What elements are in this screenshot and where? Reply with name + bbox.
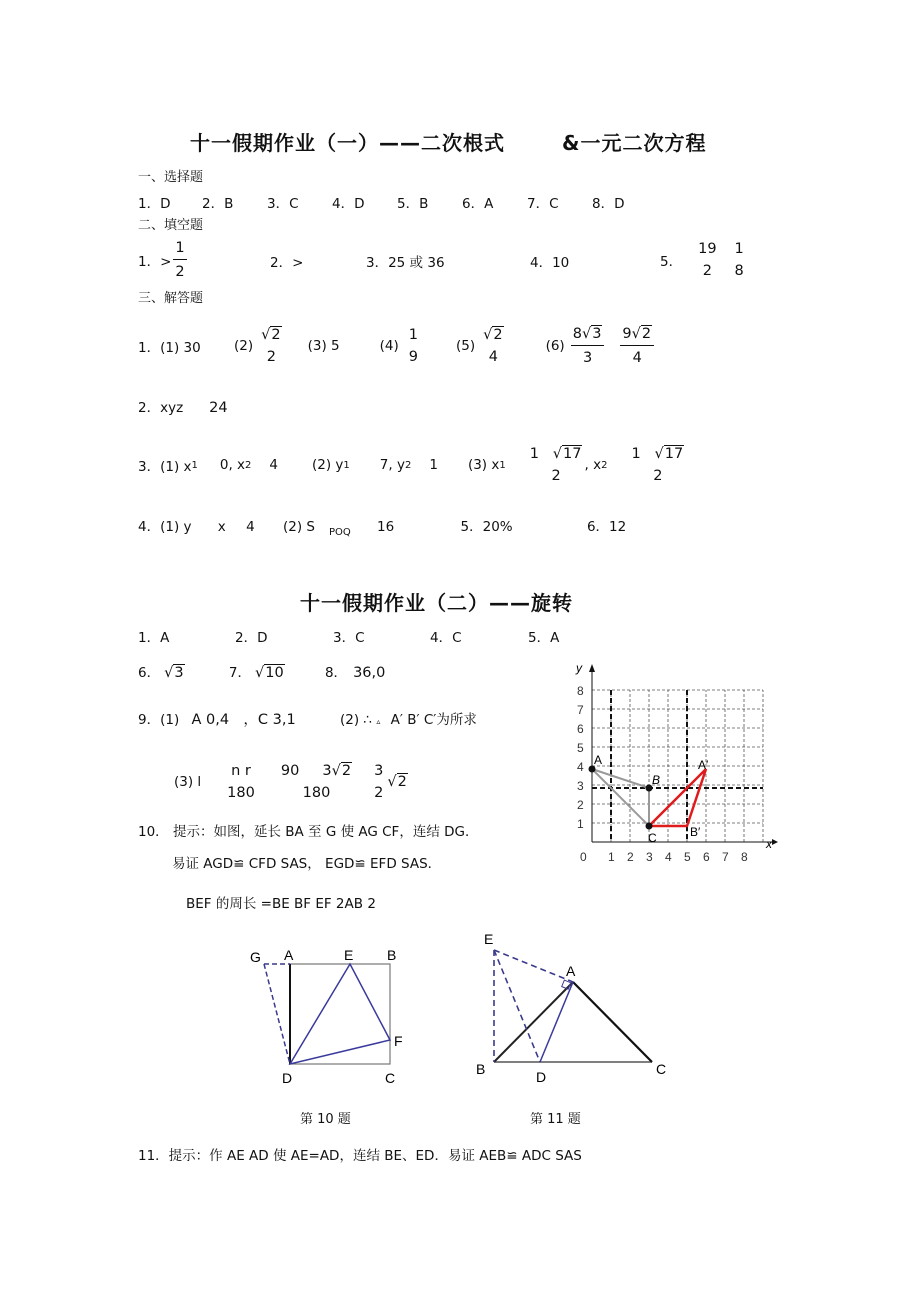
section2-title: 十一假期作业（二）——旋转 (300, 591, 573, 615)
label-a: A (594, 753, 603, 767)
label-b: B (476, 1061, 486, 1077)
x-tick-label: 0 (580, 850, 587, 864)
mc-answer: 3．C (333, 630, 365, 646)
s2-q6-8: 6． √3 7． √10 8． 36,0 (138, 665, 386, 681)
fraction: 1 √17 2 (529, 445, 582, 484)
s2-q10-line1: 10． 提示：如图，延长 BA 至 G 使 AG CF，连结 DG． (138, 824, 479, 840)
mc-answer: 1．A (138, 630, 170, 646)
figure-10 (244, 940, 414, 1090)
x-tick-label: 8 (741, 850, 748, 864)
fill-q3: 3．25 或 36 (366, 255, 445, 271)
solve-4: 4．(1) y x 4 (2) S $_{POQ}$ 16 5．20% 6．12 (138, 519, 627, 538)
mc-answers-row (138, 192, 624, 212)
solve-heading: 三、解答题 (138, 291, 204, 306)
fill-heading: 二、填空题 (138, 218, 204, 233)
label-d: D (536, 1069, 547, 1085)
segment-ea (494, 950, 573, 982)
fraction: $\frac{9√2}{4}$ (620, 327, 654, 365)
fraction: $\frac{8√3}{3}$ (571, 327, 605, 365)
x-tick-label: 4 (665, 850, 672, 864)
s2-mc-row (138, 626, 559, 646)
segment-ed (494, 950, 540, 1062)
s2-q10-line3: BEF 的周长 =BE BF EF 2AB 2 (186, 896, 376, 912)
square-abcd (290, 964, 390, 1064)
mc-answer: 4．D (332, 196, 365, 212)
s2-q9-line1: 9．(1) A 0,4 ，C 3,1 (2) ∴ ▵ A′ B′ C′为所求 (138, 712, 477, 728)
x-axis-arrow (772, 839, 778, 845)
label-e: E (344, 947, 354, 963)
rotation-grid-figure (566, 660, 780, 868)
fraction: 90 3√2 180 (280, 762, 352, 801)
mc-answer: 3．C (267, 196, 299, 212)
x-tick-label: 5 (684, 850, 691, 864)
y-tick-label: 5 (577, 741, 584, 755)
fill-q2: 2．> (270, 255, 304, 271)
fraction: √2 2 (261, 326, 281, 365)
x-tick-label: 2 (627, 850, 634, 864)
y-axis-label: y (576, 661, 582, 675)
x-tick-label: 3 (646, 850, 653, 864)
label-a-prime: A′ (698, 758, 709, 772)
point-c (646, 823, 653, 830)
fraction: √2 4 (483, 326, 503, 365)
fraction: 1 8 (734, 240, 744, 279)
s2-q10-line2: 易证 AGD≌ CFD SAS， EGD≌ EFD SAS． (172, 856, 442, 872)
section1-title-suffix: &一元二次方程 (562, 131, 707, 155)
label-b: B (387, 947, 397, 963)
mc-heading: 一、选择题 (138, 170, 204, 185)
label-f: F (394, 1033, 403, 1049)
fraction: n r 180 (227, 762, 255, 801)
label-b-prime: B′ (690, 825, 701, 839)
y-tick-label: 3 (577, 779, 584, 793)
label-a: A (566, 963, 576, 979)
y-tick-label: 1 (577, 817, 584, 831)
figure-11 (470, 928, 680, 1088)
fraction: 1 9 (408, 326, 418, 365)
s2-q9-line2: (3) l n r 180 90 3√2 180 3 2 √2 (174, 762, 407, 801)
y-tick-label: 7 (577, 703, 584, 717)
label-c: C (656, 1061, 667, 1077)
label-e: E (484, 931, 494, 947)
mc-answer: 1．D (138, 196, 171, 212)
solve-1: 1．(1) 30 (2) √2 2 (3) 5 (4) 1 9 (5) √2 4 (6) $\frac{8√3}{3}$ $\frac{9√2}{4}$ (138, 322, 654, 370)
x-tick-label: 6 (703, 850, 710, 864)
label-a: A (284, 947, 294, 963)
segment-ac (573, 982, 652, 1062)
figure-11-caption: 第 11 题 (530, 1112, 581, 1127)
label-b: B (652, 773, 661, 787)
y-tick-label: 6 (577, 722, 584, 736)
mc-answer: 7．C (527, 196, 559, 212)
solve-3: 3．(1) x 1 0, x 2 4 (2) y 1 7, y 2 1 (3) x 1 1 √17 2 , x 2 1 √17 2 (138, 440, 686, 490)
fraction: 3 2 (374, 762, 384, 801)
segment-ad (540, 982, 573, 1062)
mc-answer: 8．D (592, 196, 625, 212)
fraction: $\frac{1}{2}$ (175, 240, 185, 280)
grid-lines (592, 690, 763, 842)
mc-answer: 6．A (462, 196, 494, 212)
x-axis-label: x (766, 837, 772, 851)
triangle-def (290, 964, 390, 1064)
label-c: C (648, 831, 657, 845)
x-tick-label: 7 (722, 850, 729, 864)
section1-title: 十一假期作业（一）——二次根式 (190, 131, 505, 155)
x-tick-label: 1 (608, 850, 615, 864)
mc-answer: 5．B (397, 196, 429, 212)
label-c: C (385, 1070, 396, 1086)
y-tick-label: 2 (577, 798, 584, 812)
label-g: G (250, 949, 261, 965)
fill-q5: 5． 19 2 1 8 (660, 240, 744, 279)
mc-answer: 2．B (202, 196, 234, 212)
label-d: D (282, 1070, 293, 1086)
fill-row: 1．> $\frac{1}{2}$ (138, 240, 185, 280)
segment-gd (264, 964, 290, 1064)
s2-q11: 11．提示：作 AE AD 使 AE=AD，连结 BE、ED．易证 AEB≌ ADC SAS (138, 1148, 582, 1164)
mc-answer: 5．A (528, 630, 560, 646)
fraction: 1 √17 2 (631, 445, 684, 484)
y-tick-label: 8 (577, 684, 584, 698)
fraction: 19 2 (698, 240, 717, 279)
triangle-abc (592, 769, 649, 826)
fill-q4: 4．10 (530, 255, 570, 271)
figure-10-caption: 第 10 题 (300, 1112, 351, 1127)
y-axis-arrow (589, 664, 595, 672)
y-tick-label: 4 (577, 760, 584, 774)
segment-ab (494, 982, 573, 1062)
mc-answer: 2．D (235, 630, 268, 646)
mc-answer: 4．C (430, 630, 462, 646)
solve-2: 2．xyz 24 (138, 400, 228, 416)
